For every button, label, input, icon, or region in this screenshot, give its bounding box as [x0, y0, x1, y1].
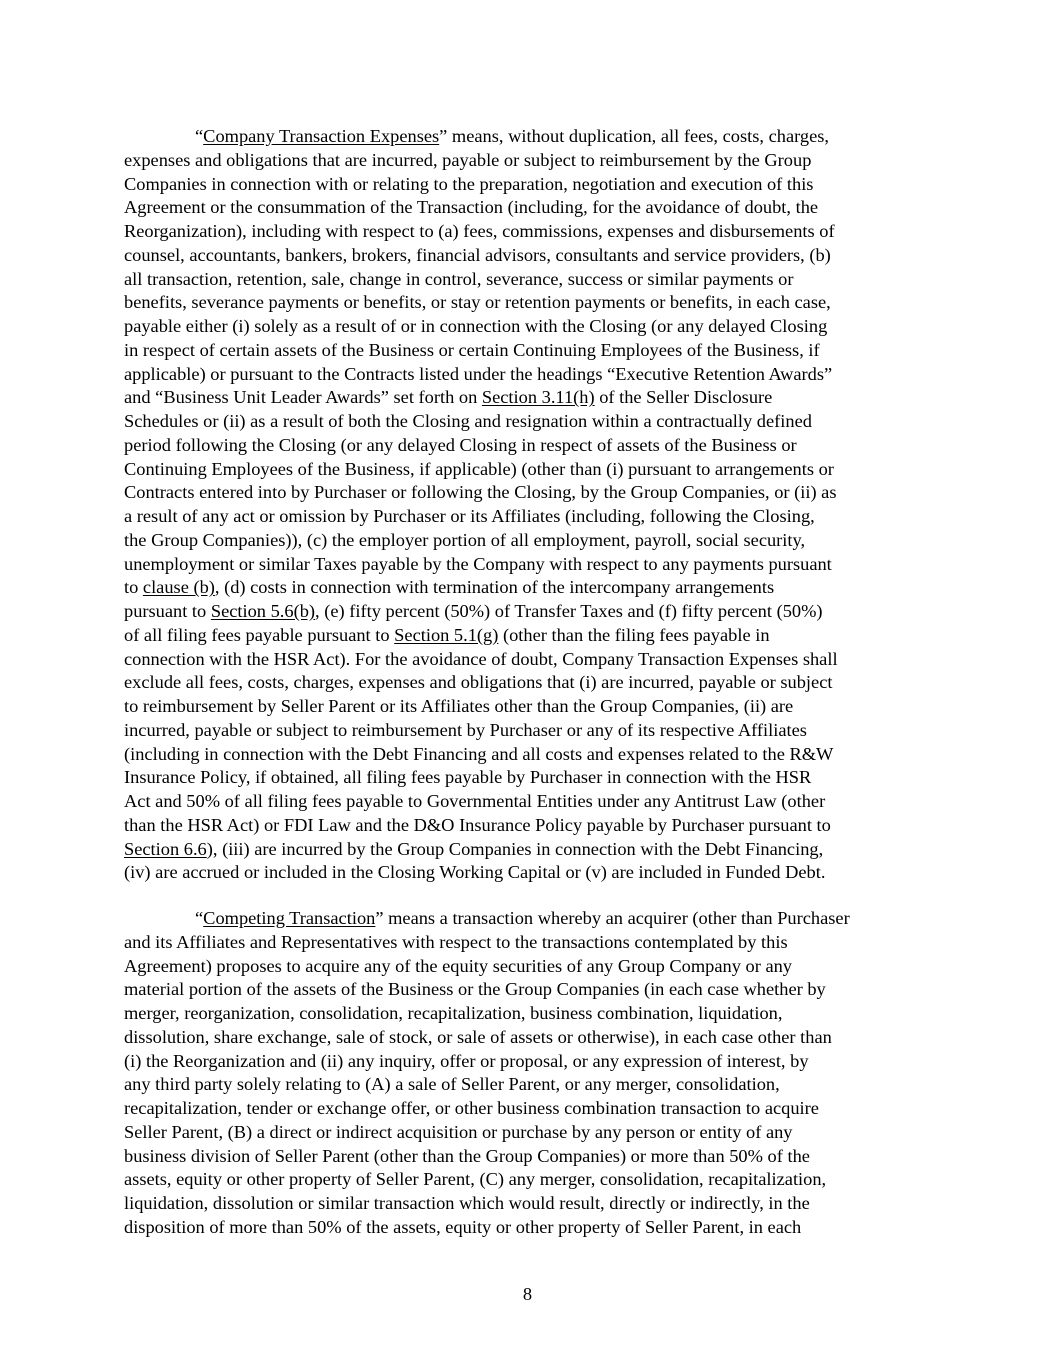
text-run: unemployment or similar Taxes payable by the Company with respect to any payments pursuant — [124, 553, 832, 574]
text-line — [124, 173, 932, 197]
text-run: Schedules or (ii) as a result of both the Closing and resignation within a contractually defined — [124, 411, 812, 431]
defined-term-reference: Section 6.6 — [124, 838, 207, 859]
text-run: (other than the filing fees payable in — [498, 624, 770, 645]
text-run: (iv) are accrued or included in the Closing Working Capital or (v) are included in Funded Debt. — [124, 862, 826, 883]
text-run: , (e) fifty percent (50%) of Transfer Taxes and (f) fifty percent (50%) — [315, 601, 823, 621]
text-line — [124, 624, 932, 648]
text-line — [124, 553, 932, 577]
text-line — [124, 481, 932, 505]
text-line — [124, 1192, 932, 1216]
text-run: ” means a transaction whereby an acquirer (other than Purchaser — [375, 908, 850, 928]
text-line — [124, 743, 932, 767]
text-run: Agreement or the consummation of the Transaction (including, for the avoidance of doubt, the — [124, 197, 819, 218]
text-run: (i) the Reorganization and (ii) any inquiry, offer or proposal, or any expression of interest, by — [124, 1050, 809, 1071]
text-run: “ — [195, 908, 204, 928]
text-run: ” means, without duplication, all fees, costs, charges, — [439, 126, 830, 146]
text-run: period following the Closing (or any delayed Closing in respect of assets of the Business or — [124, 434, 797, 455]
defined-term-reference: Section 3.11(h) — [481, 387, 595, 408]
text-run: counsel, accountants, bankers, brokers, financial advisors, consultants and service providers, (b) — [124, 244, 831, 265]
text-run: Insurance Policy, if obtained, all filing fees payable by Purchaser in connection with the HSR — [124, 767, 812, 788]
text-run: in respect of certain assets of the Business or certain Continuing Employees of the Business, if — [124, 339, 820, 360]
text-line — [124, 1073, 932, 1097]
text-run: applicable) or pursuant to the Contracts listed under the headings “Executive Retention Awards” — [124, 363, 833, 384]
text-line — [124, 1050, 932, 1074]
text-line — [124, 695, 932, 719]
text-line — [124, 1026, 932, 1050]
paragraph-competing-transaction — [124, 907, 932, 1240]
defined-term-reference: clause (b) — [142, 577, 215, 598]
text-line — [124, 1097, 932, 1121]
text-line — [124, 339, 932, 363]
text-run: “ — [195, 126, 204, 146]
text-line — [124, 410, 932, 434]
text-line — [124, 1168, 932, 1192]
text-run: Reorganization), including with respect to (a) fees, commissions, expenses and disbursements of — [124, 221, 835, 241]
text-run: benefits, severance payments or benefits, or stay or retention payments or benefits, in each case, — [124, 292, 831, 313]
text-run: the Group Companies)), (c) the employer portion of all employment, payroll, social security, — [124, 529, 806, 550]
text-run: to reimbursement by Seller Parent or its Affiliates other than the Group Companies, (ii) are — [124, 696, 794, 716]
text-line — [124, 814, 932, 838]
text-line — [124, 907, 932, 931]
text-run: exclude all fees, costs, charges, expenses and obligations that (i) are incurred, payable or subject — [124, 672, 833, 693]
text-run: material portion of the assets of the Business or the Group Companies (in each case whether by — [124, 979, 826, 1000]
text-line — [124, 434, 932, 458]
text-line — [124, 838, 932, 862]
text-line — [124, 790, 932, 814]
text-line — [124, 955, 932, 979]
text-run: Seller Parent, (B) a direct or indirect acquisition or purchase by any person or entity of any — [124, 1121, 793, 1142]
text-line — [124, 931, 932, 955]
text-line — [124, 1216, 932, 1240]
text-line — [124, 978, 932, 1002]
text-line — [124, 458, 932, 482]
text-line — [124, 648, 932, 672]
text-run: business division of Seller Parent (other than the Group Companies) or more than 50% of the — [124, 1145, 810, 1166]
text-line — [124, 268, 932, 292]
text-run: of the Seller Disclosure — [594, 387, 773, 408]
text-line — [124, 1121, 932, 1145]
text-run: merger, reorganization, consolidation, recapitalization, business combination, liquidation, — [124, 1003, 783, 1023]
text-run: connection with the HSR Act). For the avoidance of doubt, Company Transaction Expenses shall — [124, 648, 838, 669]
defined-term-reference: Company Transaction Expenses — [203, 126, 440, 146]
text-line — [124, 600, 932, 624]
text-run: Contracts entered into by Purchaser or following the Closing, by the Group Companies, or (ii) as — [124, 482, 837, 503]
text-run: , (d) costs in connection with termination of the intercompany arrangements — [214, 577, 775, 598]
defined-term-reference: Section 5.6(b) — [210, 601, 316, 621]
text-run: incurred, payable or subject to reimbursement by Purchaser or any of its respective Affiliates — [124, 719, 807, 740]
text-run: (including in connection with the Debt Financing and all costs and expenses related to the R&W — [124, 743, 834, 764]
text-run: Act and 50% of all filing fees payable to Governmental Entities under any Antitrust Law (other — [124, 791, 826, 811]
text-run: to — [124, 577, 143, 598]
text-run: of all filing fees payable pursuant to — [124, 624, 395, 645]
text-run: than the HSR Act) or FDI Law and the D&O Insurance Policy payable by Purchaser pursuant to — [124, 814, 831, 835]
text-line — [124, 671, 932, 695]
text-run: expenses and obligations that are incurred, payable or subject to reimbursement by the Group — [124, 149, 812, 170]
text-line — [124, 529, 932, 553]
defined-term-reference: Competing Transaction — [203, 908, 376, 928]
text-line — [124, 861, 932, 885]
text-run: pursuant to — [124, 601, 211, 621]
text-run: and “Business Unit Leader Awards” set forth on — [124, 387, 482, 408]
text-line — [124, 244, 932, 268]
text-run: ), (iii) are incurred by the Group Companies in connection with the Debt Financing, — [206, 838, 824, 859]
text-line — [124, 386, 932, 410]
text-run: a result of any act or omission by Purchaser or its Affiliates (including, following the Closing, — [124, 506, 815, 526]
text-line — [124, 576, 932, 600]
text-run: disposition of more than 50% of the assets, equity or other property of Seller Parent, in each — [124, 1216, 802, 1237]
paragraph-company-transaction-expenses — [124, 125, 932, 885]
text-line — [124, 505, 932, 529]
text-line — [124, 1145, 932, 1169]
text-run: and its Affiliates and Representatives with respect to the transactions contemplated by this — [124, 931, 788, 952]
text-run: Companies in connection with or relating to the preparation, negotiation and execution of this — [124, 173, 814, 194]
text-run: liquidation, dissolution or similar transaction which would result, directly or indirectly, in the — [124, 1193, 810, 1213]
text-run: all transaction, retention, sale, change in control, severance, success or similar payments or — [124, 268, 794, 289]
text-line — [124, 149, 932, 173]
text-run: any third party solely relating to (A) a sale of Seller Parent, or any merger, consolidation, — [124, 1074, 780, 1095]
page-number: 8 — [522, 1284, 533, 1304]
text-line — [124, 719, 932, 743]
text-line — [124, 766, 932, 790]
text-line — [124, 315, 932, 339]
text-run: Agreement) proposes to acquire any of the equity securities of any Group Company or any — [124, 955, 792, 976]
text-line — [124, 1002, 932, 1026]
text-run: dissolution, share exchange, sale of stock, or sale of assets or otherwise), in each case other than — [124, 1026, 832, 1047]
document-body — [124, 125, 932, 1262]
text-line — [124, 220, 932, 244]
text-line — [124, 196, 932, 220]
text-run: Continuing Employees of the Business, if applicable) (other than (i) pursuant to arrangements or — [124, 458, 834, 479]
defined-term-reference: Section 5.1(g) — [394, 624, 499, 645]
text-run: assets, equity or other property of Seller Parent, (C) any merger, consolidation, recapitalization, — [124, 1169, 827, 1190]
text-run: recapitalization, tender or exchange offer, or other business combination transaction to acquire — [124, 1098, 819, 1118]
text-line — [124, 363, 932, 387]
text-line — [124, 125, 932, 149]
text-run: payable either (i) solely as a result of or in connection with the Closing (or any delayed Closing — [124, 316, 828, 336]
text-line — [124, 291, 932, 315]
